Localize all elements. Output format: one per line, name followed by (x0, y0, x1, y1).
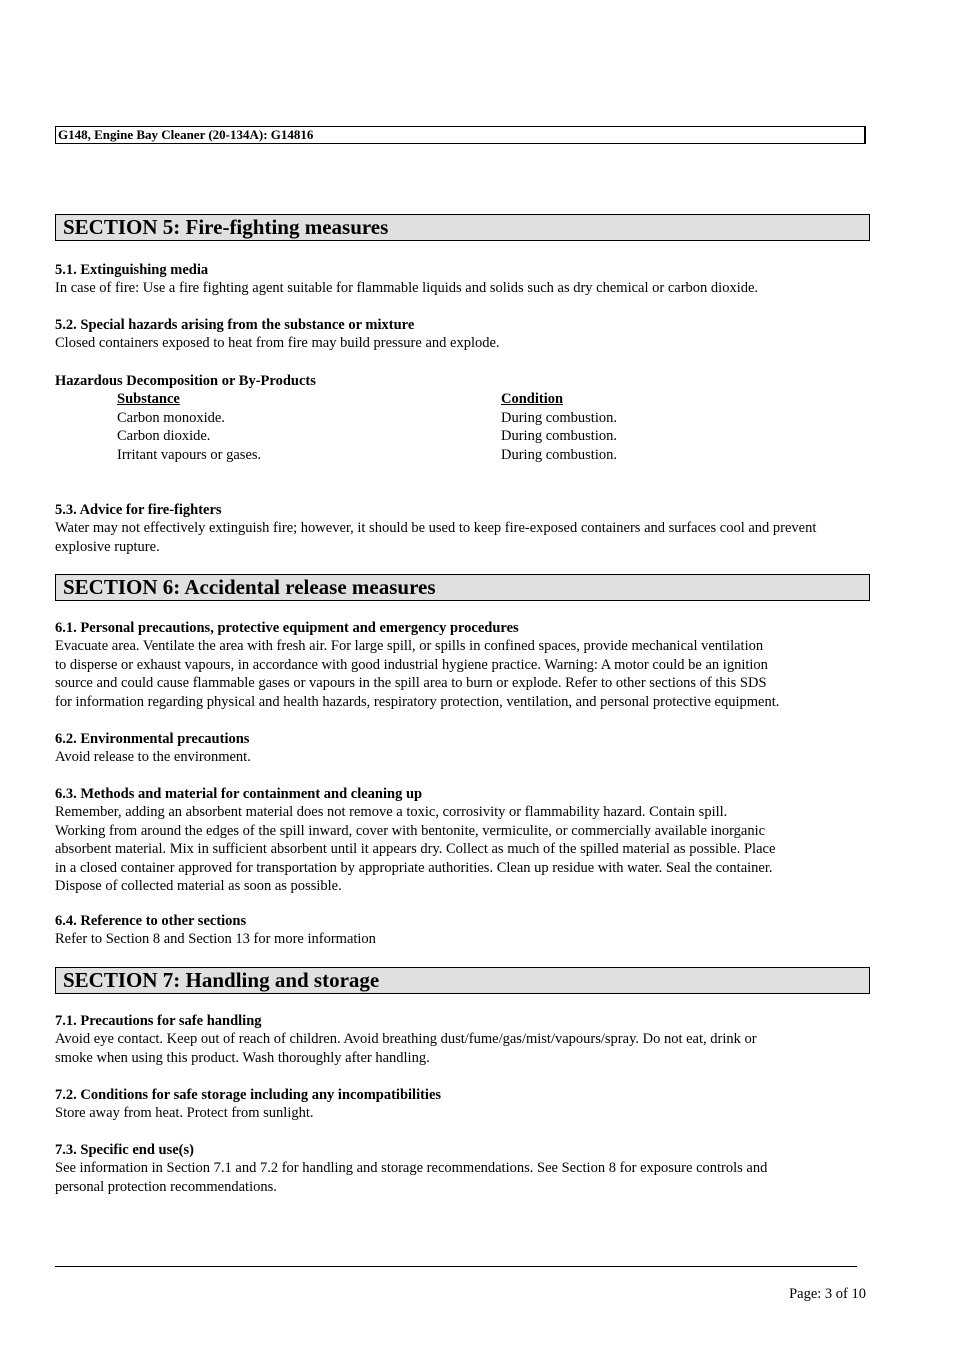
text-line: Evacuate area. Ventilate the area with fresh air. For large spill, or spills in confined spaces, provide mechanical ventilation (55, 638, 764, 654)
subsection-5-1-text: In case of fire: Use a fire fighting agent suitable for flammable liquids and solids such as dry chemical or carbon dioxide. (55, 280, 759, 296)
table-cell-substance: Carbon dioxide. (117, 428, 211, 444)
text-line: in a closed container approved for transportation by appropriate authorities. Clean up residue with water. Seal the container. (55, 859, 773, 876)
table-substance-column (117, 390, 261, 464)
page-number: Page: 3 of 10 (789, 1286, 866, 1302)
text-line: for information regarding physical and health hazards, respiratory protection, ventilation, and personal protective equipment. (55, 693, 780, 710)
subsection-6-3-title: 6.3. Methods and material for containment and cleaning up (55, 786, 423, 802)
subsection-7-1-title: 7.1. Precautions for safe handling (55, 1013, 262, 1029)
section-7-header: SECTION 7: Handling and storage (55, 967, 870, 994)
subsection-6-1-text (55, 637, 867, 711)
subsection-7-3-title: 7.3. Specific end use(s) (55, 1142, 194, 1158)
text-line: personal protection recommendations. (55, 1178, 277, 1195)
text-line: absorbent material. Mix in sufficient absorbent until it appears dry. Collect as much of the spilled material as possible. Place (55, 841, 776, 857)
subsection-5-2-text: Closed containers exposed to heat from fire may build pressure and explode. (55, 335, 500, 351)
hazardous-decomposition-title: Hazardous Decomposition or By-Products (55, 373, 316, 389)
table-condition-column (501, 390, 617, 464)
text-line: to disperse or exhaust vapours, in accordance with good industrial hygiene practice. Warning: A motor could be an ignition (55, 656, 768, 673)
subsection-6-4-text: Refer to Section 8 and Section 13 for more information (55, 931, 376, 947)
subsection-5-3-text: Water may not effectively extinguish fire; however, it should be used to keep fire-exposed containers and surfaces cool and prevent explosive rupture. (55, 520, 817, 555)
subsection-5-2-title: 5.2. Special hazards arising from the substance or mixture (55, 317, 415, 333)
subsection-6-2-title: 6.2. Environmental precautions (55, 731, 250, 747)
text-line: smoke when using this product. Wash thoroughly after handling. (55, 1049, 430, 1066)
text-line: Working from around the edges of the spill inward, cover with bentonite, vermiculite, or commercially available inorganic (55, 822, 766, 839)
subsection-5-3-title: 5.3. Advice for fire-fighters (55, 502, 222, 518)
table-cell-condition: During combustion. (501, 428, 617, 444)
subsection-7-3-text (55, 1159, 867, 1196)
table-header-substance: Substance (117, 391, 180, 407)
text-line: Avoid eye contact. Keep out of reach of children. Avoid breathing dust/fume/gas/mist/vapours/spray. Do not eat, drink or (55, 1031, 757, 1047)
subsection-6-2-text: Avoid release to the environment. (55, 749, 251, 765)
subsection-5-1-title: 5.1. Extinguishing media (55, 262, 209, 278)
subsection-7-2-text: Store away from heat. Protect from sunlight. (55, 1105, 314, 1121)
table-cell-substance: Irritant vapours or gases. (117, 446, 262, 463)
table-cell-condition: During combustion. (501, 446, 617, 463)
section-6-header: SECTION 6: Accidental release measures (55, 574, 870, 601)
product-header: G148, Engine Bay Cleaner (20-134A): G14816 (55, 126, 866, 144)
subsection-7-1-text (55, 1030, 867, 1067)
table-cell-condition: During combustion. (501, 409, 617, 426)
table-cell-substance: Carbon monoxide. (117, 409, 225, 426)
text-line: source and could cause flammable gases or vapours in the spill area to burn or explode. Refer to other sections of this SDS (55, 675, 767, 691)
subsection-7-2-title: 7.2. Conditions for safe storage including any incompatibilities (55, 1087, 442, 1103)
subsection-6-1-title: 6.1. Personal precautions, protective equipment and emergency procedures (55, 620, 519, 636)
subsection-6-3-text (55, 803, 867, 896)
text-line: See information in Section 7.1 and 7.2 for handling and storage recommendations. See Section 8 for exposure controls and (55, 1160, 768, 1176)
subsection-6-4-title: 6.4. Reference to other sections (55, 913, 247, 929)
table-header-condition: Condition (501, 391, 564, 407)
text-line: Dispose of collected material as soon as possible. (55, 878, 342, 894)
section-5-header: SECTION 5: Fire-fighting measures (55, 214, 870, 241)
text-line: Remember, adding an absorbent material does not remove a toxic, corrosivity or flammability hazard. Contain spill. (55, 804, 728, 820)
footer-divider (55, 1266, 857, 1267)
